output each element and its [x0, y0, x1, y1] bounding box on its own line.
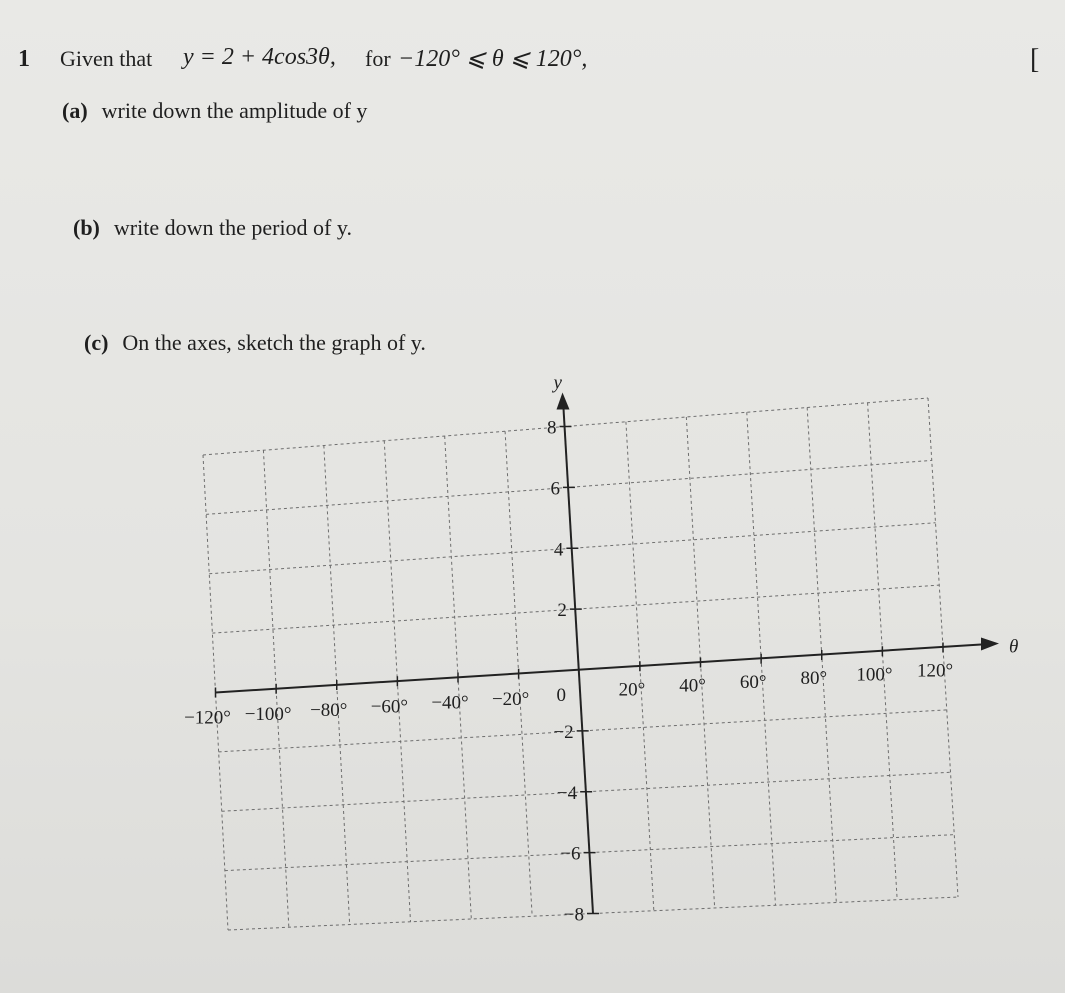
origin-label: 0 [556, 685, 566, 706]
axis-lines [216, 393, 1000, 914]
x-tick-label: −20° [491, 688, 530, 710]
part-b-text: write down the period of y. [113, 215, 352, 240]
y-axis-arrow-icon [557, 393, 570, 410]
for-text: for [365, 46, 391, 71]
question-number: 1 [18, 46, 30, 72]
domain-range: −120° ⩽ θ ⩽ 120°, [398, 46, 588, 72]
x-tick-label: 60° [739, 671, 767, 693]
function-equation: y = 2 + 4cos3θ, [183, 44, 336, 70]
part-c-text: On the axes, sketch the graph of y. [122, 330, 426, 355]
part-a-text: write down the amplitude of y [101, 98, 368, 123]
x-axis-label: θ [1009, 636, 1019, 658]
x-tick-label: 120° [916, 660, 954, 682]
y-tick-label: 2 [557, 600, 567, 622]
x-tick-label: −40° [431, 692, 469, 714]
part-a-label: (a) [62, 98, 88, 123]
part-c-label: (c) [84, 330, 109, 355]
x-tick-label: 80° [800, 668, 828, 689]
y-tick-label: 6 [550, 478, 560, 500]
x-axis-arrow-icon [981, 638, 999, 651]
y-tick-label: 4 [553, 539, 564, 561]
y-axis-line [564, 409, 594, 914]
given-text: Given that [60, 46, 153, 71]
x-tick-label: −100° [244, 703, 292, 725]
y-axis-label: y [553, 372, 562, 394]
mark-bracket: [ [1030, 44, 1040, 75]
y-tick-label: −4 [556, 782, 578, 804]
y-tick-label: −6 [560, 843, 581, 865]
x-tick-label: 100° [856, 664, 893, 686]
x-tick-label: −60° [370, 696, 409, 718]
x-tick-label: 20° [618, 679, 646, 701]
part-b-label: (b) [73, 215, 100, 240]
y-tick-label: −2 [553, 721, 574, 743]
y-tick-label: −8 [563, 904, 584, 926]
x-tick-label: 40° [679, 675, 706, 697]
x-tick-label: −80° [310, 700, 348, 721]
axis-labels [184, 373, 1018, 926]
x-tick-label: −120° [184, 707, 231, 729]
y-tick-label: 8 [547, 417, 557, 439]
